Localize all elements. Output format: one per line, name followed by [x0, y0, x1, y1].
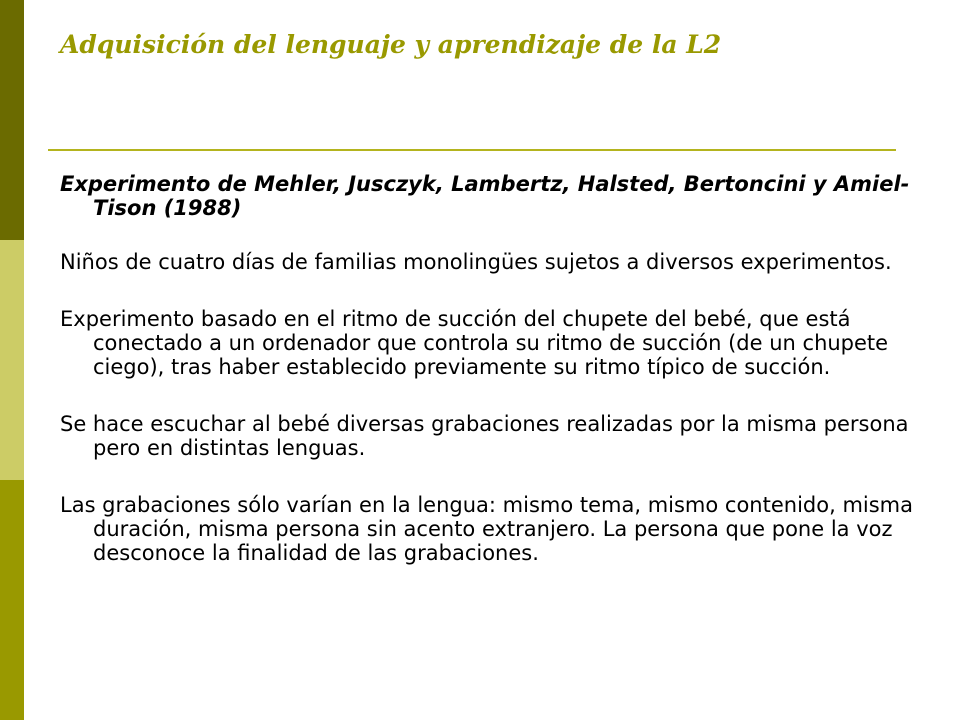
title-divider — [48, 149, 896, 151]
side-bar-middle — [0, 240, 24, 480]
slide-title: Adquisición del lenguaje y aprendizaje de la L2 — [60, 30, 722, 59]
paragraph-experiment-heading: Experimento de Mehler, Jusczyk, Lambertz, Halsted, Bertoncini y Amiel-Tison (1988) — [60, 172, 910, 220]
side-bar-bottom — [0, 480, 24, 720]
paragraph-variables: Las grabaciones sólo varían en la lengua: mismo tema, mismo contenido, misma duración, misma persona sin acento extranjero. La persona que pone la voz desconoce la finalidad de las grabaciones. — [60, 493, 914, 565]
paragraph-method: Experimento basado en el ritmo de succión del chupete del bebé, que está conectado a un ordenador que controla su ritmo de succión (de un chupete ciego), tras haber establecido previamente su ritmo típico de succión. — [60, 307, 889, 379]
paragraph-subjects: Niños de cuatro días de familias monolingües sujetos a diversos experimentos. — [60, 250, 892, 274]
paragraph-recordings: Se hace escuchar al bebé diversas grabaciones realizadas por la misma persona pero en distintas lenguas. — [60, 412, 909, 460]
slide-body — [60, 172, 930, 565]
side-bar-top — [0, 0, 24, 240]
